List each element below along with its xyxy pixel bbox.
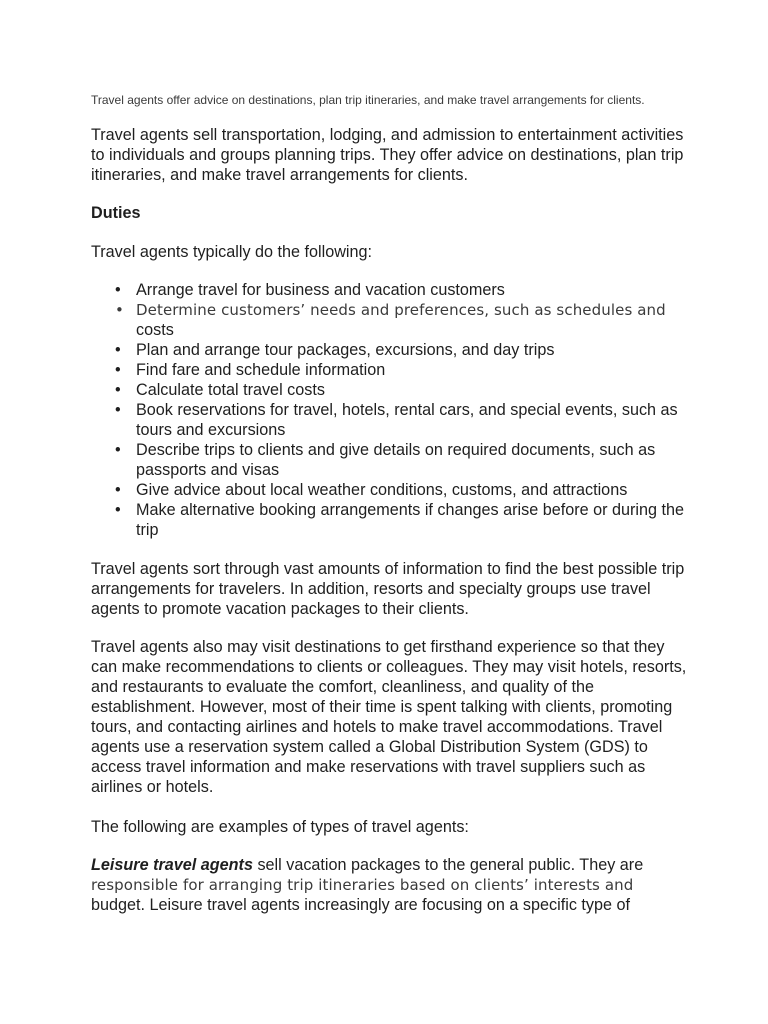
leisure-term: Leisure travel agents (91, 856, 253, 874)
intro-paragraph: Travel agents sell transportation, lodging, and admission to entertainment activities to individuals and groups planning trips. They offer advice on destinations, plan trip itineraries, and make travel arrangements for clients. (91, 126, 684, 184)
duty-item: • Book reservations for travel, hotels, rental cars, and special events, such as tours and excursions (136, 400, 691, 440)
duty-item: • Find fare and schedule information (136, 360, 691, 380)
duty-item-continuation: costs (136, 321, 174, 339)
paragraph-research: Travel agents sort through vast amounts of information to find the best possible trip arrangements for travelers. In addition, resorts and specialty groups use travel agents to promote vacation packages to their clients. (91, 560, 685, 618)
leisure-text-2: responsible for arranging trip itineraries based on clients’ interests and (91, 876, 634, 894)
leisure-text-3: budget. Leisure travel agents increasingly are focusing on a specific type of (91, 896, 631, 914)
duty-item: • Describe trips to clients and give details on required documents, such as passports and visas (136, 440, 691, 480)
duty-item: • Calculate total travel costs (136, 380, 691, 400)
leisure-text-1: sell vacation packages to the general public. They are (252, 856, 644, 874)
paragraph-types-intro: The following are examples of types of travel agents: (91, 818, 469, 836)
duties-list (91, 280, 691, 540)
paragraph-leisure (91, 855, 691, 915)
paragraph-visits: Travel agents also may visit destinations to get firsthand experience so that they can make recommendations to clients or colleagues. They may visit hotels, resorts, and restaurants to evaluate the comfort, cleanliness, and quality of the establishment. However, most of their time is spent talking with clients, promoting tours, and contacting airlines and hotels to make travel accommodations. Travel agents use a reservation system called a Global Distribution System (GDS) to access travel information and make reservations with travel suppliers such as airlines or hotels. (91, 638, 687, 796)
duties-heading: Duties (91, 204, 141, 222)
duty-item: • Arrange travel for business and vacation customers (136, 280, 691, 300)
duty-item: • Determine customers’ needs and preferences, such as schedules and (136, 300, 691, 320)
summary-caption: Travel agents offer advice on destinations, plan trip itineraries, and make travel arrangements for clients. (91, 93, 645, 107)
duty-item: • Give advice about local weather conditions, customs, and attractions (136, 480, 691, 500)
duty-item: • Make alternative booking arrangements if changes arise before or during the trip (136, 500, 691, 540)
duty-item: • Plan and arrange tour packages, excursions, and day trips (136, 340, 691, 360)
duties-lead: Travel agents typically do the following: (91, 243, 373, 261)
